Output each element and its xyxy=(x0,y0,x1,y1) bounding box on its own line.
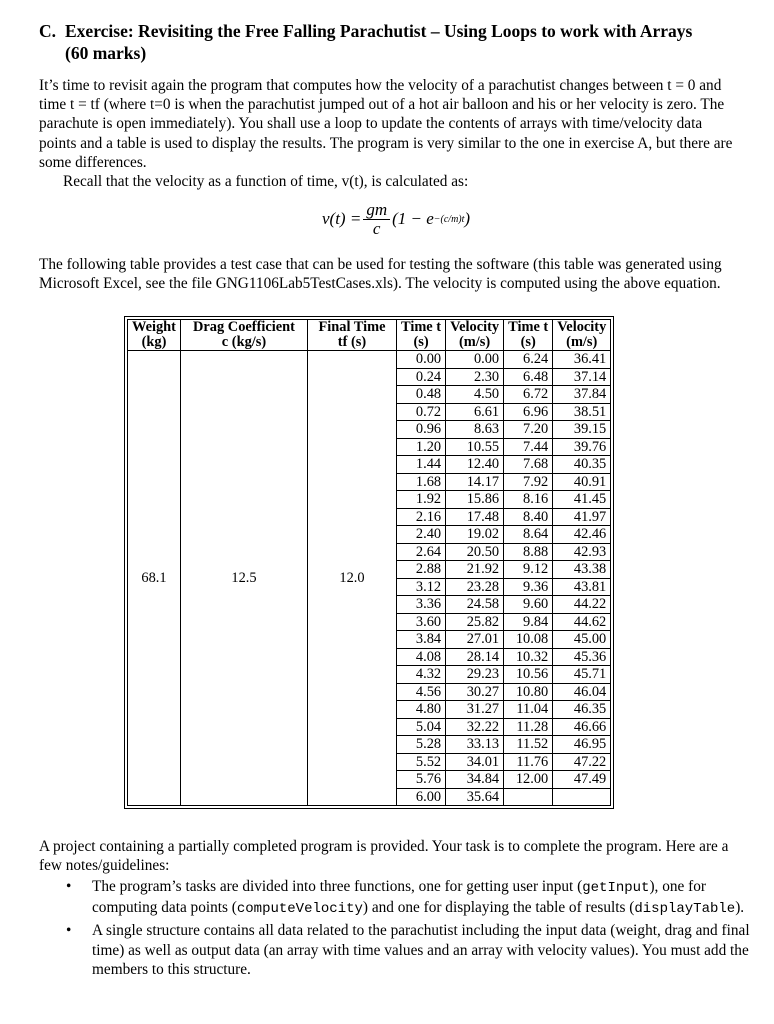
cell-velocity: 43.81 xyxy=(553,578,611,596)
cell-velocity: 46.04 xyxy=(553,683,611,701)
cell-velocity: 38.51 xyxy=(553,403,611,421)
cell-time: 8.40 xyxy=(504,508,553,526)
header-velocity-1: Velocity (m/s) xyxy=(446,320,504,351)
cell-velocity: 31.27 xyxy=(446,701,504,719)
cell-time: 5.04 xyxy=(396,718,445,736)
cell-velocity: 19.02 xyxy=(446,526,504,544)
code-computevelocity: computeVelocity xyxy=(236,901,363,918)
cell-velocity: 42.46 xyxy=(553,526,611,544)
cell-velocity: 20.50 xyxy=(446,543,504,561)
cell-velocity: 4.50 xyxy=(446,386,504,404)
cell-time: 10.32 xyxy=(504,648,553,666)
cell-velocity: 46.66 xyxy=(553,718,611,736)
equation-rhs-open: (1 − e xyxy=(392,209,434,228)
cell-time: 6.48 xyxy=(504,368,553,386)
cell-time: 0.24 xyxy=(396,368,445,386)
cell-velocity: 40.91 xyxy=(553,473,611,491)
cell-velocity: 8.63 xyxy=(446,421,504,439)
cell-time: 11.52 xyxy=(504,736,553,754)
cell-velocity: 35.64 xyxy=(446,788,504,806)
heading-line2: (60 marks) xyxy=(65,43,147,63)
cell-velocity: 2.30 xyxy=(446,368,504,386)
cell-time: 5.76 xyxy=(396,771,445,789)
header-weight: Weight (kg) xyxy=(128,320,181,351)
recall-paragraph: Recall that the velocity as a function of time, v(t), is calculated as: xyxy=(63,173,469,190)
cell-velocity: 10.55 xyxy=(446,438,504,456)
cell-time: 6.72 xyxy=(504,386,553,404)
cell-time xyxy=(504,788,553,806)
heading-line1: Exercise: Revisiting the Free Falling Parachutist – Using Loops to work with Arrays xyxy=(65,21,693,41)
cell-velocity: 23.28 xyxy=(446,578,504,596)
header-time-2: Time t (s) xyxy=(504,320,553,351)
table-header-row xyxy=(128,320,611,351)
cell-drag: 12.5 xyxy=(180,351,307,806)
cell-velocity: 29.23 xyxy=(446,666,504,684)
cell-velocity: 33.13 xyxy=(446,736,504,754)
velocity-equation xyxy=(322,195,470,243)
test-case-table xyxy=(127,319,611,806)
equation-numerator: gm xyxy=(363,201,390,220)
cell-time: 11.76 xyxy=(504,753,553,771)
equation-exponent: −(c/m)t xyxy=(433,213,465,225)
cell-time: 5.28 xyxy=(396,736,445,754)
cell-time: 10.56 xyxy=(504,666,553,684)
table-intro-paragraph: The following table provides a test case that can be used for testing the software (this table was generated using Microsoft Excel, see the file GNG1106Lab5TestCases.xls). The velocity is computed using the above equation. xyxy=(39,256,722,293)
equation-lhs: v(t) = xyxy=(322,209,362,228)
cell-time: 6.96 xyxy=(504,403,553,421)
note-item: • A single structure contains all data related to the parachutist including the input data (weight, drag and final time) as well as output data (an array with time values and an array with velocity values). You must add the members to this structure. xyxy=(39,921,751,979)
cell-time: 1.68 xyxy=(396,473,445,491)
cell-time: 0.72 xyxy=(396,403,445,421)
cell-time: 3.36 xyxy=(396,596,445,614)
cell-velocity: 12.40 xyxy=(446,456,504,474)
cell-time: 7.44 xyxy=(504,438,553,456)
cell-time: 4.56 xyxy=(396,683,445,701)
cell-time: 9.84 xyxy=(504,613,553,631)
cell-time: 2.40 xyxy=(396,526,445,544)
cell-time: 9.12 xyxy=(504,561,553,579)
cell-time: 7.20 xyxy=(504,421,553,439)
cell-velocity: 45.00 xyxy=(553,631,611,649)
cell-time: 3.60 xyxy=(396,613,445,631)
cell-time: 0.96 xyxy=(396,421,445,439)
cell-velocity: 40.35 xyxy=(553,456,611,474)
equation-denominator: c xyxy=(372,218,381,238)
equation-rhs-close: ) xyxy=(464,209,471,228)
table-row xyxy=(128,351,611,369)
cell-time: 8.16 xyxy=(504,491,553,509)
cell-time: 8.88 xyxy=(504,543,553,561)
cell-velocity: 36.41 xyxy=(553,351,611,369)
cell-velocity: 41.45 xyxy=(553,491,611,509)
header-drag: Drag Coefficient c (kg/s) xyxy=(180,320,307,351)
cell-velocity: 32.22 xyxy=(446,718,504,736)
cell-velocity: 45.36 xyxy=(553,648,611,666)
cell-time: 7.68 xyxy=(504,456,553,474)
cell-time: 6.00 xyxy=(396,788,445,806)
cell-velocity xyxy=(553,788,611,806)
cell-velocity: 17.48 xyxy=(446,508,504,526)
cell-velocity: 41.97 xyxy=(553,508,611,526)
cell-time: 11.04 xyxy=(504,701,553,719)
cell-velocity: 39.76 xyxy=(553,438,611,456)
section-heading xyxy=(39,20,739,64)
notes-list xyxy=(39,877,751,981)
cell-time: 10.80 xyxy=(504,683,553,701)
equation-fraction xyxy=(363,201,390,238)
header-velocity-2: Velocity (m/s) xyxy=(553,320,611,351)
cell-velocity: 43.38 xyxy=(553,561,611,579)
code-getinput: getInput xyxy=(582,880,650,896)
cell-weight: 68.1 xyxy=(128,351,181,806)
cell-time: 0.48 xyxy=(396,386,445,404)
note-item: • The program’s tasks are divided into three functions, one for getting user input (getInput), one for computing data points (computeVelocity) and one for displaying the table of results (displayTable). xyxy=(39,877,751,919)
cell-time: 1.92 xyxy=(396,491,445,509)
cell-velocity: 44.22 xyxy=(553,596,611,614)
cell-time: 0.00 xyxy=(396,351,445,369)
cell-velocity: 34.84 xyxy=(446,771,504,789)
cell-velocity: 34.01 xyxy=(446,753,504,771)
cell-velocity: 15.86 xyxy=(446,491,504,509)
cell-velocity: 37.14 xyxy=(553,368,611,386)
cell-velocity: 44.62 xyxy=(553,613,611,631)
section-number: C. xyxy=(39,21,57,41)
header-final-time: Final Time tf (s) xyxy=(307,320,396,351)
cell-velocity: 46.95 xyxy=(553,736,611,754)
cell-velocity: 42.93 xyxy=(553,543,611,561)
cell-velocity: 30.27 xyxy=(446,683,504,701)
cell-time: 3.12 xyxy=(396,578,445,596)
header-time-1: Time t (s) xyxy=(396,320,445,351)
cell-time: 9.36 xyxy=(504,578,553,596)
cell-velocity: 47.22 xyxy=(553,753,611,771)
cell-velocity: 14.17 xyxy=(446,473,504,491)
cell-velocity: 46.35 xyxy=(553,701,611,719)
cell-time: 11.28 xyxy=(504,718,553,736)
cell-time: 10.08 xyxy=(504,631,553,649)
cell-velocity: 25.82 xyxy=(446,613,504,631)
cell-time: 9.60 xyxy=(504,596,553,614)
cell-velocity: 24.58 xyxy=(446,596,504,614)
cell-velocity: 39.15 xyxy=(553,421,611,439)
cell-time: 5.52 xyxy=(396,753,445,771)
cell-velocity: 47.49 xyxy=(553,771,611,789)
project-paragraph: A project containing a partially completed program is provided. Your task is to complete the program. Here are a few notes/guidelines: xyxy=(39,838,729,875)
cell-velocity: 28.14 xyxy=(446,648,504,666)
table-body xyxy=(128,351,611,806)
cell-time: 4.80 xyxy=(396,701,445,719)
cell-final-time: 12.0 xyxy=(307,351,396,806)
cell-velocity: 45.71 xyxy=(553,666,611,684)
cell-time: 1.44 xyxy=(396,456,445,474)
cell-velocity: 6.61 xyxy=(446,403,504,421)
cell-time: 4.08 xyxy=(396,648,445,666)
cell-time: 6.24 xyxy=(504,351,553,369)
cell-time: 2.88 xyxy=(396,561,445,579)
cell-time: 2.64 xyxy=(396,543,445,561)
cell-time: 8.64 xyxy=(504,526,553,544)
cell-time: 7.92 xyxy=(504,473,553,491)
code-displaytable: displayTable xyxy=(634,901,736,918)
cell-time: 12.00 xyxy=(504,771,553,789)
cell-velocity: 0.00 xyxy=(446,351,504,369)
cell-velocity: 21.92 xyxy=(446,561,504,579)
cell-velocity: 37.84 xyxy=(553,386,611,404)
cell-time: 1.20 xyxy=(396,438,445,456)
cell-velocity: 27.01 xyxy=(446,631,504,649)
intro-paragraph: It’s time to revisit again the program that computes how the velocity of a parachutist changes between t = 0 and time t = tf (where t=0 is when the parachutist jumped out of a hot air balloon and his or her velocity is zero. The parachute is open immediately). You shall use a loop to update the contents of arrays with time/velocity data points and a table is used to display the results. The program is very similar to the one in exercise A, but there are some differences. xyxy=(39,77,733,171)
cell-time: 3.84 xyxy=(396,631,445,649)
cell-time: 2.16 xyxy=(396,508,445,526)
cell-time: 4.32 xyxy=(396,666,445,684)
